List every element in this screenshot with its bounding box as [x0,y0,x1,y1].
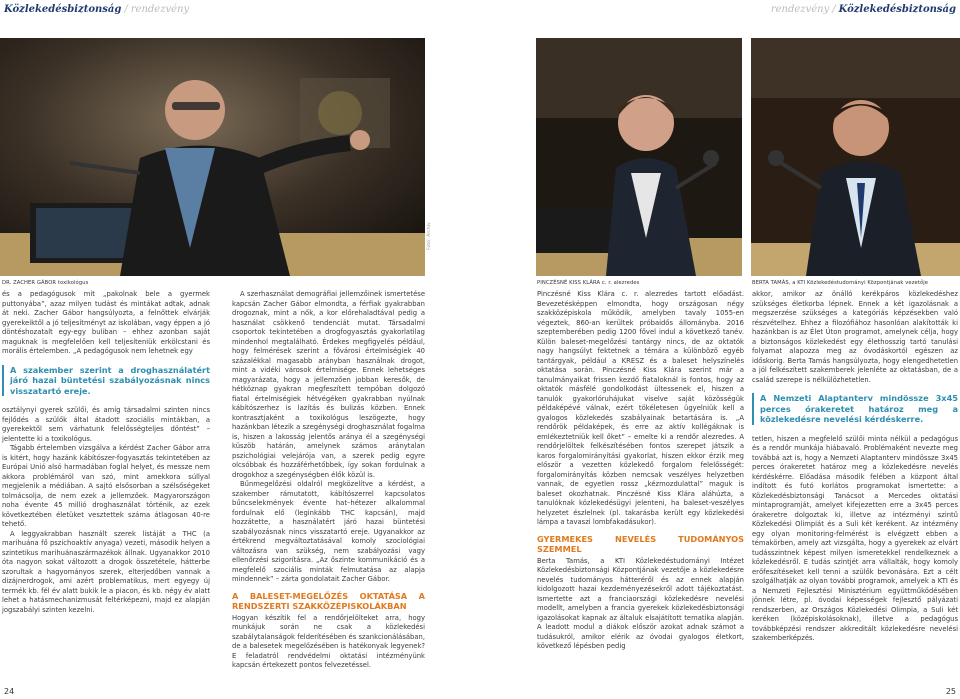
photo-berta [751,38,960,276]
photo-credit: Fotó: Archív [427,222,432,250]
page-number-left: 24 [4,687,15,696]
photo-zacher [0,38,425,276]
page-header [0,0,960,22]
header-left: Közlekedésbiztonság / rendezvény [4,4,190,15]
photo-pinczesne [536,38,742,276]
text-column-1 [2,290,210,615]
paragraph: A szerhasználat demográfiai jellemzőinek ismertetése kapcsán Zacher Gábor elmondta, a férfiak gyakrabban drogoznak, mint a nők, a kor előrehaladtával pedig a használat csökkenő tendenciát mutat. Társadalmi csoportok tekintetében a drogfogyasztás gyakorlatilag mindenhol megtalálható. Érdekes megfigyelés például, hogy felmérések szerint a fővárosi értelmiségiek 40 százalékkal magasabb arányban használnak drogot, mint a vidéki városok értelmisége. Ennek lehetséges magyarázata, hogy a jellemzően jobban keresők, de hétköznap gyakran megfeszített tempóban dolgozó fiatal értelmiségiek hétvégéken gyakrabban nyúlnak kábítószerhez is lazítás és bulizás közben. Ennek kontrasztjaként a toxikológus leszögezte, hogy hazánkban létezik a szegénységi droghasználat fogalma is, hiszen a lakosság jelentős aránya él a szegénységi küszöb határán, amelynek számos aránytalan pszichológiai velejárója van, a szerek pedig egyre olcsóbbak és hozzáférhetőbbek, így sokan fordulnak a drogokhoz a szegénységben élők közül is. [232,290,425,479]
paragraph: Pinczésné Kiss Klára c. r. alezredes tartott előadást. Bevezetésképpen elmondta, hogy országosan négy szakközépiskola működik, amelyben tavaly 1055-en végeztek, 860-an kerültek próbaidős állományba. 2016 szeptemberében pedig 1200 fővel indul a következő tanév. Külön baleset-megelőzési tantárgy nincs, de az oktatók nagy hangsúlyt fektetnek a témára a különböző egyéb tantárgyak, például a KRESZ és a baleset helyszínelés oktatása során. Pinczésné Kiss Klára szerint már a tanulmányaikat frissen kezdő fiataloknál is fontos, hogy az oktatók másfélé gondolkodást ültessenek el, hiszen a tanulók gyakorlóruhájukat viselve saját közösségük példaképévé válnak, ezért tökéletesen ügyelniük kell a gyalogos közlekedés szabályainak betartására is. „A rendőrök példaképek, és erre az aktív kollégáknak is emlékeztetniük kell őket” – emelte ki a rendőr alezredes. A rendőrjelöltek felkészítésében fontos szerepet játszik a karos forgalomirányítási gyakorlat, hiszen ekkor érzik meg először a vezetten közlekedő forgalom felelősségét: forgalomirányítás közben nemcsak veszélyes helyzetben vannak, de egyetlen rossz „kézmozdulattal” maguk is baleset okozhatnak. Pinczésné Kiss Klára aláhúzta, a tanulóknak közlekedésügyi jelenteni, ha baleset-veszélyes helyzetet észlelnek (pl. takarásba került egy közlekedési lámpa a tavaszi lombfakadásukor). [537,290,744,526]
text-column-4 [752,290,958,644]
paragraph: Tágabb értelemben vizsgálva a kérdést Zacher Gábor arra is kitért, hogy hazánk kábítószer-fogyasztás tekintetében az Európai Unió alsó harmadában foglal helyet, és messze nem akkora problémáról van szó, mint amekkora súllyal megjelenik a médiában. A sajtó elsősorban a szélsőségeket tolmácsolja, de nem ezek a jellemzőek. Magyarországon noha évente 45 millió droghasználat történik, az ezek következtében életüket vesztettek száma átlagosan 40-re tehető. [2,444,210,528]
paragraph: A leggyakrabban használt szerek listáját a THC (a marihuána fő pszichoaktív anyaga) vezeti, második helyen a szintetikus marihuánaszármazékok állnak. Ugyanakkor 2010 óta nagyon sokat változott a drogok összetétele, hátterbe szorultak a hagyományos szerek, elterjedőben vannak a dizájnerdrogok, ami azért problematikus, mert egyegy új termék kb. fél év alatt bukik le a piacon, és kb. négy év alatt lehet a hatásmechanizmusát feltérképezni, majd ez alapján jogszabályi szinten kezelni. [2,529,210,614]
photo-caption: DR. ZACHER GÁBOR toxikológus [2,280,89,286]
section-name: rendezvény [130,4,190,15]
paragraph: Berta Tamás, a KTI Közlekedéstudományi Intézet Közlekedésbiztonsági Központjának vezetője a közlekedésre nevelés tudományos hátteréről és az ennek alapján kidolgozott hazai kezdeményezésekről adott tájékoztatást. Ismertette azt a franciaországi közlekedésre nevelési modellt, amelyben a francia gyerekek közlekedésbiztonsági igazolásokat kapnak az általuk elsajátított tematika alapján. A leadott modul a diákok először azokat adnak számot a tudásukról, amikor elérik az óvodai gyalogos életkort, következő lépésben pedig [537,556,744,650]
speaker-photo-zacher [0,38,425,276]
photo-caption: PINCZÉSNÉ KISS KLÁRA c. r. alezredes [537,280,640,286]
paragraph: Hogyan készítik fel a rendőrjelölteket arra, hogy munkájuk során ne csak a közlekedési szabálytalanságok felderítésében és szankcionálásában, de a balesetek megelőzésében is hatékonyak legyenek? E feladatról rendvédelmi oktatási intézményünk kapcsán értekezett pontos felvezetéssel. [232,613,425,669]
text-column-2 [232,290,425,671]
text-column-3 [537,290,744,652]
photo-caption: BERTA TAMÁS, a KTI Közlekedéstudományi Központjának vezetője [752,280,929,286]
paragraph: Bűnmegelőzési oldalról megközelítve a kérdést, a szakember rámutatott, kábítószerrel kapcsolatos bűncselekmények évente hat–hétezer alkalommal fordulnak elő (leginkább THC kapcsán), majd hozzátette, a használatért járó hazai büntetési szabályozásnak nincs visszatartó ereje. Ugyanakkor az értékrend megváltoztatásával komoly szociológiai változásra van szükség, nem szabályozási vagy ellenőrzési szigorításra. „Az őszinte kommunikáció és a megfelelő szociális minták felmutatása az alapja mindennek” – zárta gondolatait Zacher Gábor. [232,480,425,583]
section-heading: GYERMEKES NEVELÉS TUDOMÁNYOS SZEMMEL [537,533,744,554]
paragraph: és a pedagógusok mit „pakolnak bele a gyermek puttonyába”, azaz milyen tudást és mintákat adtak, adnak át neki. Zacher Gábor hangsúlyozta, a felnőttek elvárják gyerekeiktől a jó teljesítményt az iskolában, vagy éppen a jó döntéshozatalt egy-egy buliban – ehhez azonban saját maguknak is megfelelően kell teljesíteniük erkölcstani és morális értelemben. „A pedagógusok nem lehetnek egy [2,290,210,355]
magazine-title: Közlekedésbiztonság [4,4,122,15]
header-right: rendezvény / Közlekedésbiztonság [770,4,956,15]
magazine-title: Közlekedésbiztonság [838,4,956,15]
paragraph: akkor, amikor az önálló kerékpáros közlekedéshez szükséges életkorba lépnek. Ennek a két igazolásnak a megszerzése szükséges a kategóriás képzésekben való részvételhez. Ehhez a filozófiához hasonlóan alakították ki hazánkban is az Élet Úton programot, amelynek célja, hogy a biztonságos közlekedést egy élethosszig tartó tanulási folyamat alapozza meg az óvodáskortól egészen az időskorig. Berta Tamás hangsúlyozta, hogy elengedhetetlen a jól felkészített szakemberek jelenléte az oktatásban, de a család szerepe is nélkülözhetetlen. [752,290,958,384]
paragraph: tetlen, hiszen a megfelelő szülői minta nélkül a pedagógus és a rendőr munkája hiábavaló. Problémaként nevezte meg továbbá azt is, hogy a Nemzeti Alaptanterv mindössze 3x45 perces órakeretet határoz meg a közlekedésre nevelés kérdéskérre. Előadása második felében a központ által indított és futó korlátos programokat ismertette: a Közlekedésbiztonsági Tanácsot a Mercedes oktatási mintaprogramját, amelyet kifejezetten erre a 3x45 perces órakeretre dolgoztak ki, illetve az intézményi szintű Közlekedési Olimpiát és a Suli két kerékent. Az intézmény egy olyan monitoring-felmérést is elvégzett ebben a témakörben, amely azt vizsgálta, hogy a gyerekek az elvárt tudásszintnek képest milyen ismeretekkel rendelkeznek a közlekedésről. E tudás szintjét arra vállalták, hogy komoly erőfeszítéseket kell tenni a szülők bevonására. Ezt a célt szolgálhatják az olyan további programok, amelyek a KTI és a Nemzeti Fejlesztési Minisztérium együttműködésében jönnek létre, pl. óvodai képességek fejlesztő pályázati rendszerben, az Országos Közlekedési Olimpia, a Suli két keréken (középiskolásoknak), illetve a pedagógus továbbképzési rendszer akkreditált közlekedésre nevelési szakemberképzés. [752,434,958,642]
paragraph: osztálynyi gyerek szülői, és amíg társadalmi szinten nincs fejlődés a szülők által átadott szociális mintákban, a gyerekektől sem várhatunk felelősségteljes döntést” – jelentette ki a toxikológus. [2,406,210,443]
speaker-photo-pinczesne [536,38,742,276]
pull-quote: A Nemzeti Alaptanterv mindössze 3x45 perces órakeretet határoz meg a közlekedésre nevelési kérdéskerre. [752,393,958,425]
page-number-right: 25 [945,687,956,696]
section-heading: A BALESET-MEGELŐZÉS OKTATÁSA A RENDSZERTI SZAKKÖZÉPISKOLÁKBAN [232,590,425,611]
speaker-photo-berta [751,38,960,276]
section-name: rendezvény [770,4,830,15]
pull-quote: A szakember szerint a droghasználatért járó hazai büntetési szabályozásnak nincs visszatartó ereje. [2,365,210,397]
